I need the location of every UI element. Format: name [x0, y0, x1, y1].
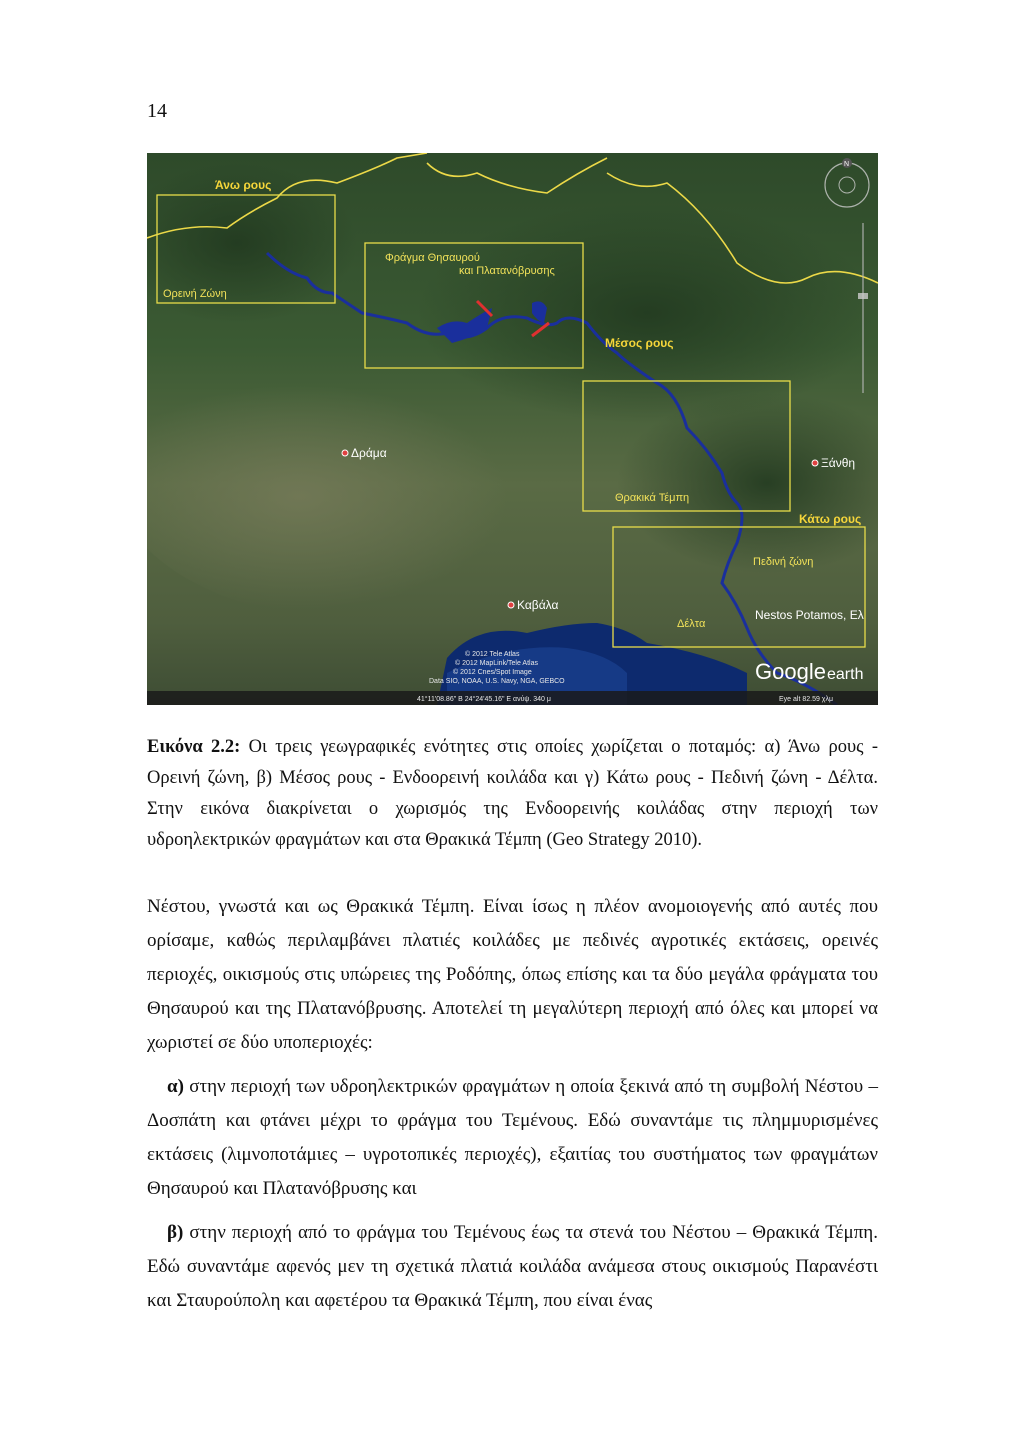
paragraph-subregion-a: [147, 1070, 878, 1206]
kavala-marker: [508, 602, 514, 608]
eye-alt-readout: Eye alt 82.59 χλμ: [779, 696, 834, 703]
label-oreini-zoni: Ορεινή Ζώνη: [163, 288, 227, 300]
label-delta: Δέλτα: [677, 618, 706, 630]
drama-marker: [342, 450, 348, 456]
attribution-3: © 2012 Cnes/Spot Image: [453, 669, 532, 676]
subregion-b-label: β): [167, 1222, 184, 1243]
label-kavala: Καβάλα: [517, 598, 559, 612]
xanthi-marker: [812, 460, 818, 466]
subregion-b-text: στην περιοχή από το φράγμα του Τεμένους έως τα στενά του Νέστου – Θρακικά Τέμπη. Εδώ συναντάμε αφενός μεν τη σχετικά πλατιά κοιλάδα ανάμεσα στους οικισμούς Παρανέστι και Σταυρούπολη και αφετέρου τα Θρακικά Τέμπη, που είναι ένας: [147, 1222, 878, 1311]
label-fragma-line1: Φράγμα Θησαυρού: [385, 252, 480, 264]
paragraph-1: Νέστου, γνωστά και ως Θρακικά Τέμπη. Είναι ίσως η πλέον ανομοιογενής από αυτές που ορίσαμε, καθώς περιλαμβάνει πλατιές κοιλάδες με πεδινές αγροτικές εκτάσεις, ορεινές περιοχές, οικισμούς στις υπώρειες της Ροδόπης, όπως επίσης και τα δύο μεγάλα φράγματα του Θησαυρού και της Πλατανόβρυσης. Αποτελεί τη μεγαλύτερη περιοχή από όλες και μπορεί να χωριστεί σε δύο υποπεριοχές:: [147, 896, 878, 1053]
label-kato-rous: Κάτω ρους: [799, 512, 862, 526]
label-fragma-line2: και Πλατανόβρυσης: [459, 265, 555, 277]
svg-text:N: N: [844, 161, 850, 168]
paragraph-subregion-b: [147, 1216, 878, 1318]
label-mesos-rous: Μέσος ρους: [605, 336, 674, 350]
svg-text:earth: earth: [827, 666, 864, 683]
caption-text: Οι τρεις γεωγραφικές ενότητες στις οποίες χωρίζεται ο ποταμός: α) Άνω ρους - Ορεινή ζώνη, β) Μέσος ρους - Ενδοορεινή κοιλάδα και γ) Κάτω ρους - Πεδινή ζώνη - Δέλτα. Στην εικόνα διακρίνεται ο χωρισμός της Ενδοορεινής κοιλάδας στην περιοχή των υδροηλεκτρικών φραγμάτων και στα Θρακικά Τέμπη (Geo Strategy 2010).: [147, 737, 878, 850]
subregion-a-label: α): [167, 1076, 184, 1097]
label-thrakika-tempi: Θρακικά Τέμπη: [615, 492, 690, 504]
label-xanthi: Ξάνθη: [821, 456, 856, 470]
coords-readout: 41°11'08.86" Β 24°24'45.16" Ε ανύψ. 340 μ: [417, 696, 551, 703]
label-nestos: Nestos Potamos, Ελ: [755, 608, 864, 622]
attribution-4: Data SIO, NOAA, U.S. Navy, NGA, GEBCO: [429, 678, 565, 685]
label-drama: Δράμα: [351, 446, 387, 460]
caption-label: Εικόνα 2.2:: [147, 737, 241, 757]
subregion-a-text: στην περιοχή των υδροηλεκτρικών φραγμάτων η οποία ξεκινά από τη συμβολή Νέστου – Δοσπάτη και φτάνει μέχρι το φράγμα του Τεμένους. Εδώ συναντάμε τις πλημμυρισμένες εκτάσεις (λιμνοποτάμιες – υγροτοπικές περιοχές), εξαιτίας του συστήματος των φραγμάτων Θησαυρού και Πλατανόβρυσης και: [147, 1076, 878, 1199]
label-ano-rous: Άνω ρους: [215, 178, 272, 192]
satellite-map-figure: [147, 153, 878, 705]
label-pediny-zoni: Πεδινή ζώνη: [753, 556, 814, 568]
svg-text:Google: Google: [755, 659, 826, 684]
attribution-2: © 2012 MapLink/Tele Atlas: [455, 660, 538, 667]
attribution-1: © 2012 Tele Atlas: [465, 651, 520, 658]
satellite-map: [147, 153, 878, 705]
figure-caption: [147, 732, 878, 856]
page-number: 14: [147, 100, 167, 122]
